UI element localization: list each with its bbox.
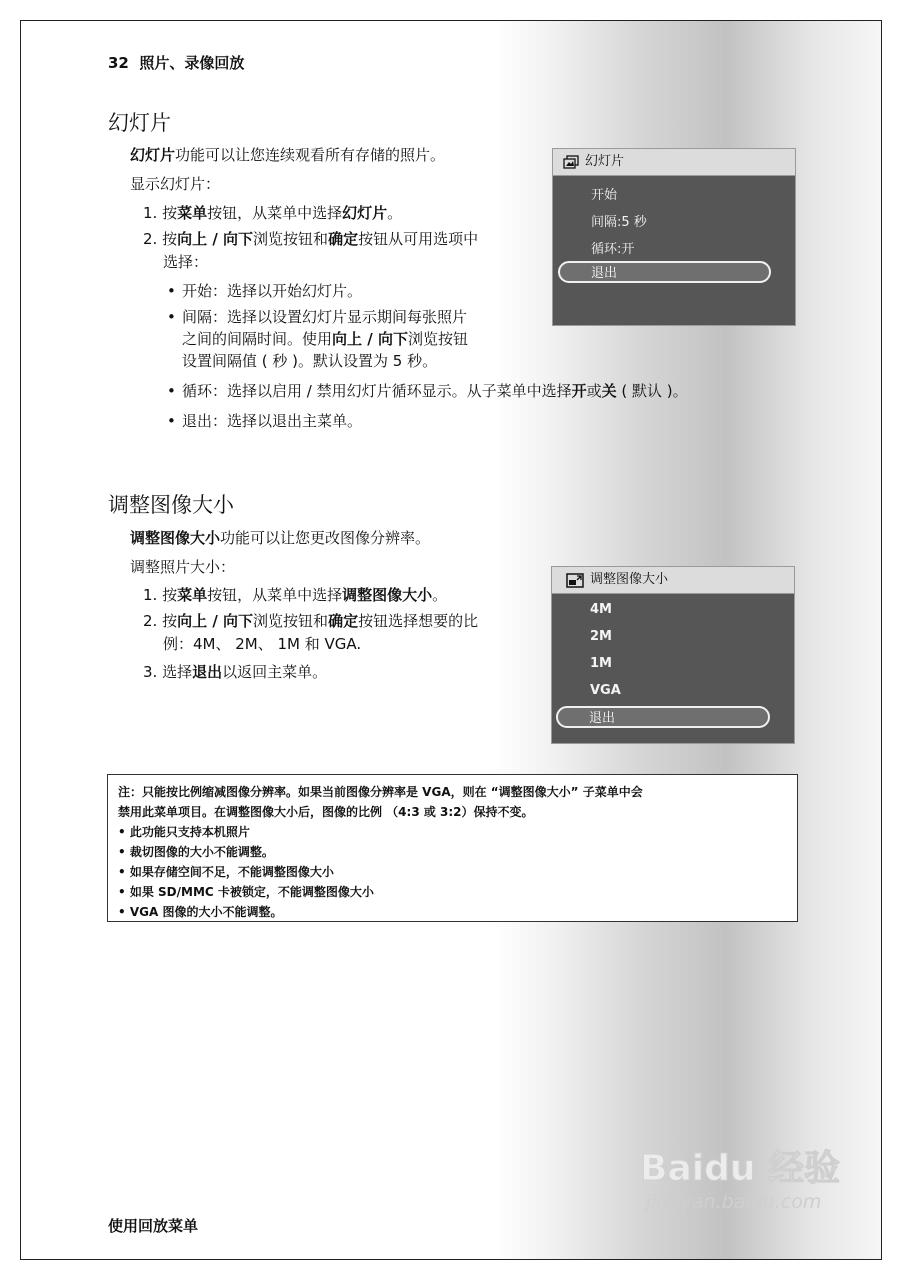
- page-number: 32: [108, 54, 129, 72]
- bullet-interval-line2: 之间的间隔时间。使用向上 / 向下浏览按钮: [182, 330, 468, 348]
- resize-menu-item-exit[interactable]: 退出: [556, 706, 770, 728]
- page-header: [108, 52, 244, 73]
- note-bullet: • VGA 图像的大小不能调整。: [118, 905, 283, 919]
- resize-icon: [566, 573, 584, 588]
- note-bullet: • 如果 SD/MMC 卡被锁定，不能调整图像大小: [118, 885, 374, 899]
- note-bullet: • 此功能只支持本机照片: [118, 825, 250, 839]
- bullet-start: • 开始：选择以开始幻灯片。: [182, 280, 362, 302]
- bullet-exit: • 退出：选择以退出主菜单。: [182, 410, 362, 432]
- note-bullet: • 如果存储空间不足，不能调整图像大小: [118, 865, 334, 879]
- slideshow-step-2-cont: 选择：: [163, 253, 209, 271]
- resize-menu-item-4m[interactable]: 4M: [590, 602, 612, 617]
- note-box: [107, 774, 798, 922]
- slideshow-menu-panel: [552, 148, 796, 326]
- note-line-2: 禁用此菜单项目。在调整图像大小后，图像的比例 （4:3 或 3:2）保持不变。: [118, 805, 534, 819]
- bullet-loop: • 循环：选择以启用 / 禁用幻灯片循环显示。从子菜单中选择开或关 ( 默认 )。: [182, 380, 688, 402]
- slideshow-menu-title: 幻灯片: [553, 149, 795, 176]
- slideshow-icon: [563, 155, 579, 169]
- slideshow-menu-item-start[interactable]: 开始: [591, 188, 618, 203]
- watermark-brand: Baidu 经验: [640, 1148, 841, 1189]
- resize-menu-item-1m[interactable]: 1M: [590, 656, 612, 671]
- slideshow-menu-item-loop[interactable]: 循环:开: [591, 242, 635, 257]
- resize-step-1: 1. 按菜单按钮，从菜单中选择调整图像大小。: [143, 586, 448, 604]
- resize-menu-panel: [551, 566, 795, 744]
- resize-subhead: 调整照片大小：: [130, 558, 236, 576]
- resize-menu-title: 调整图像大小: [552, 567, 794, 594]
- slideshow-menu-item-interval[interactable]: 间隔:5 秒: [591, 215, 647, 230]
- resize-step-3: 3. 选择退出以返回主菜单。: [143, 663, 328, 681]
- resize-step-2-cont: 例：4M、 2M、 1M 和 VGA.: [163, 635, 362, 653]
- resize-menu-item-vga[interactable]: VGA: [590, 683, 621, 698]
- resize-intro: 调整图像大小功能可以让您更改图像分辨率。: [130, 529, 431, 547]
- slideshow-heading: 幻灯片: [108, 111, 171, 135]
- watermark-url: jingyan.baidu.com: [646, 1191, 822, 1213]
- slideshow-step-2: 2. 按向上 / 向下浏览按钮和确定按钮从可用选项中: [143, 230, 479, 248]
- baidu-watermark: [640, 1140, 840, 1213]
- bullet-interval: • 间隔：选择以设置幻灯片显示期间每张照片: [182, 306, 467, 328]
- bullet-interval-line3: 设置间隔值 ( 秒 )。默认设置为 5 秒。: [182, 352, 438, 370]
- resize-step-2: 2. 按向上 / 向下浏览按钮和确定按钮选择想要的比: [143, 612, 479, 630]
- slideshow-step-1: 1. 按菜单按钮，从菜单中选择幻灯片。: [143, 204, 403, 222]
- slideshow-subhead: 显示幻灯片：: [130, 175, 221, 193]
- resize-heading: 调整图像大小: [108, 493, 234, 517]
- note-line-1: 注：只能按比例缩减图像分辨率。如果当前图像分辨率是 VGA，则在 “调整图像大小” 子菜单中会: [118, 785, 643, 799]
- section-title: 照片、录像回放: [139, 54, 245, 72]
- page-footer: 使用回放菜单: [108, 1217, 199, 1235]
- resize-menu-item-2m[interactable]: 2M: [590, 629, 612, 644]
- slideshow-intro: 幻灯片功能可以让您连续观看所有存储的照片。: [130, 146, 446, 164]
- note-bullet: • 裁切图像的大小不能调整。: [118, 845, 274, 859]
- slideshow-menu-item-exit[interactable]: 退出: [558, 261, 771, 283]
